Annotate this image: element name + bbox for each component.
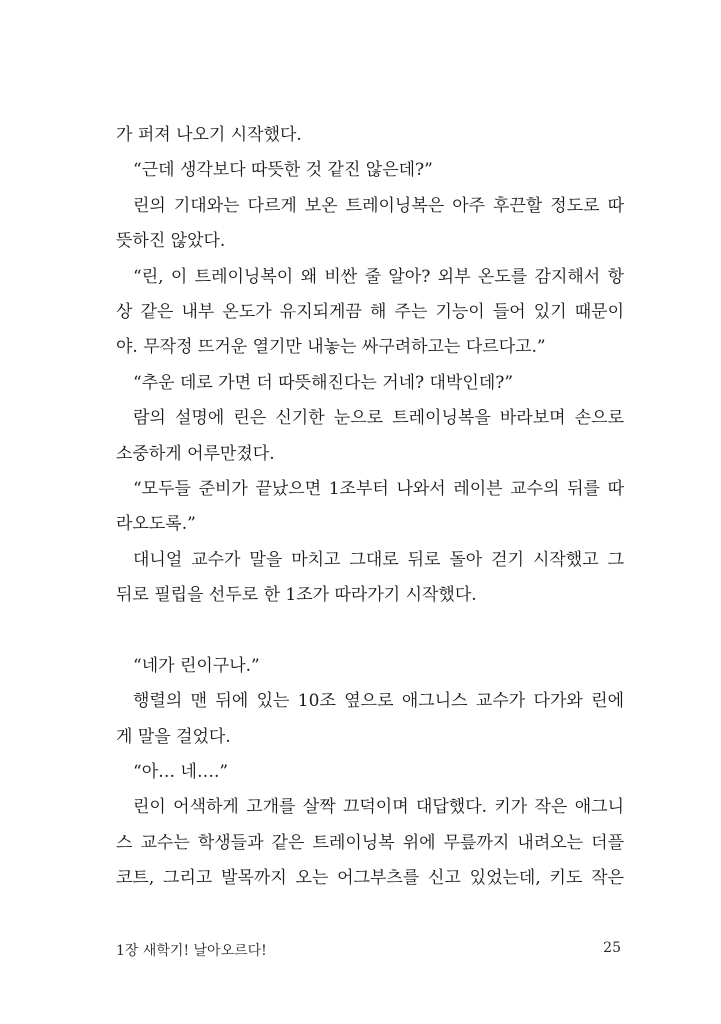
text-line: 상 같은 내부 온도가 유지되게끔 해 주는 기능이 들어 있기 때문이 (116, 301, 624, 322)
text-line: 소중하게 어루만졌다. (116, 443, 275, 464)
text-line: “추운 데로 가면 더 따뜻해진다는 거네? 대박인데?” (133, 372, 514, 393)
running-chapter-title: 1장 새학기! 날아오르다! (116, 943, 267, 959)
text-line: 람의 설명에 린은 신기한 눈으로 트레이닝복을 바라보며 손으로 (133, 408, 624, 429)
text-line: “근데 생각보다 따뜻한 것 같진 않은데?” (133, 160, 433, 181)
text-line: 행렬의 맨 뒤에 있는 10조 옆으로 애그니스 교수가 다가와 린에 (133, 691, 624, 712)
text-line: “모두들 준비가 끝났으면 1조부터 나와서 레이븐 교수의 뒤를 따 (133, 478, 624, 499)
text-line: “아… 네….” (133, 762, 229, 783)
text-line: 린의 기대와는 다르게 보온 트레이닝복은 아주 후끈할 정도로 따 (133, 195, 624, 216)
text-line: 스 교수는 학생들과 같은 트레이닝복 위에 무릎까지 내려오는 더플 (116, 832, 624, 853)
text-line: 대니얼 교수가 말을 마치고 그대로 뒤로 돌아 걷기 시작했고 그 (133, 549, 624, 570)
text-line: 뜻하진 않았다. (116, 231, 226, 252)
text-line: 라오도록.” (116, 514, 196, 535)
body-text (116, 118, 624, 897)
text-line: 뒤로 필립을 선두로 한 1조가 따라가기 시작했다. (116, 585, 477, 606)
text-line: 코트, 그리고 발목까지 오는 어그부츠를 신고 있었는데, 키도 작은 (116, 868, 624, 889)
text-line: 야. 무작정 뜨거운 열기만 내놓는 싸구려하고는 다르다고.” (116, 337, 546, 358)
text-line: 게 말을 걸었다. (116, 726, 231, 747)
blank-line (116, 613, 624, 648)
page-number: 25 (603, 940, 621, 956)
text-line: 린이 어색하게 고개를 살짝 끄덕이며 대답했다. 키가 작은 애그니 (133, 797, 624, 818)
text-line: “린, 이 트레이닝복이 왜 비싼 줄 알아? 외부 온도를 감지해서 항 (133, 266, 624, 287)
text-line: 가 퍼져 나오기 시작했다. (116, 125, 302, 145)
text-line: “네가 린이구나.” (133, 655, 260, 676)
